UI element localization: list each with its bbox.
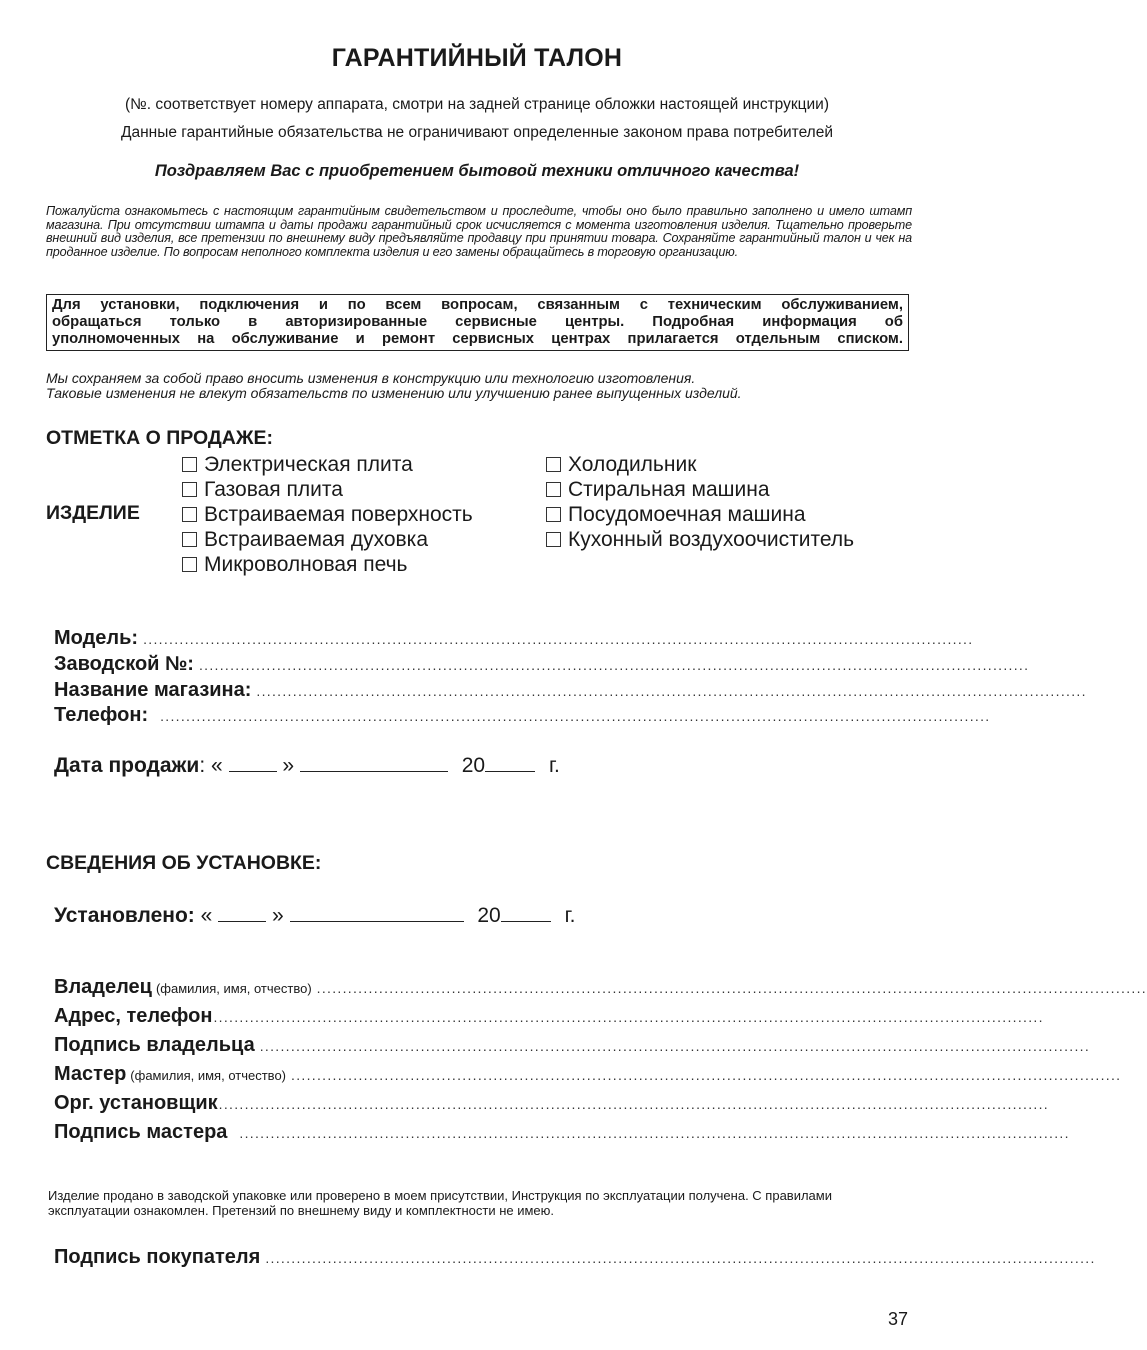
master-field[interactable]: Мастер (фамилия, имя, отчество) ................................................................................................................................................................: [54, 1063, 1122, 1085]
fill-line[interactable]: ................................................................................................................................................................: [218, 1096, 1049, 1112]
model-label: Модель:: [54, 627, 139, 649]
fill-line[interactable]: ................................................................................................................................................................: [265, 1250, 1096, 1266]
shop-field[interactable]: [54, 679, 1087, 702]
day-blank[interactable]: [218, 903, 266, 922]
congrats-line: Поздравляем Вас с приобретением бытовой техники отличного качества!: [154, 162, 800, 180]
master-label: Мастер: [54, 1063, 127, 1085]
sale-date-label: Дата продажи: [54, 754, 200, 777]
checkbox-icon[interactable]: [546, 482, 561, 497]
buyer-sign-label: Подпись покупателя: [54, 1246, 261, 1268]
owner-sign-label: Подпись владельца: [54, 1034, 255, 1056]
sale-heading: ОТМЕТКА О ПРОДАЖЕ:: [46, 427, 274, 449]
product-option[interactable]: Встраиваемая поверхность: [182, 502, 473, 527]
model-field[interactable]: [54, 627, 974, 650]
shop-label: Название магазина:: [54, 679, 252, 701]
product-option[interactable]: Микроволновая печь: [182, 552, 473, 577]
buyer-sign-field[interactable]: [54, 1246, 1096, 1269]
fill-line[interactable]: ................................................................................................................................................................: [239, 1125, 1070, 1141]
master-sign-field[interactable]: [54, 1121, 1070, 1144]
agreement-paragraph: Изделие продано в заводской упаковке или проверено в моем присутствии, Инструкция по эксплуатации получена. С правилами эксплуатации ознакомлен. Претензий по внешнему виду и комплектности не имею.: [48, 1188, 832, 1218]
fill-line[interactable]: ................................................................................................................................................................: [143, 631, 974, 647]
serial-label: Заводской №:: [54, 653, 194, 675]
org-field[interactable]: [54, 1092, 1049, 1115]
year-blank[interactable]: [501, 903, 551, 922]
service-line-2: обращаться только в авторизированные сервисные центры. Подробная информация об: [52, 314, 903, 330]
fill-line[interactable]: ................................................................................................................................................................: [160, 708, 991, 724]
checkbox-icon[interactable]: [182, 507, 197, 522]
product-list-col2: [546, 452, 854, 552]
checkbox-icon[interactable]: [546, 532, 561, 547]
checkbox-icon[interactable]: [182, 532, 197, 547]
service-line-3: уполномоченных на обслуживание и ремонт сервисных центрах прилагается отдельным списком.: [52, 331, 903, 347]
org-label: Орг. установщик: [54, 1092, 218, 1114]
product-option[interactable]: Встраиваемая духовка: [182, 527, 473, 552]
address-label: Адрес, телефон: [54, 1005, 213, 1027]
checkbox-icon[interactable]: [182, 457, 197, 472]
service-box: [46, 294, 909, 351]
product-option[interactable]: Газовая плита: [182, 477, 473, 502]
checkbox-icon[interactable]: [182, 557, 197, 572]
page-title: ГАРАНТИЙНЫЙ ТАЛОН: [331, 44, 623, 72]
reserve-note: [46, 371, 912, 400]
product-option[interactable]: Холодильник: [546, 452, 854, 477]
month-blank[interactable]: [300, 753, 448, 772]
product-label: ИЗДЕЛИЕ: [46, 502, 140, 524]
fill-line[interactable]: ................................................................................................................................................................: [291, 1067, 1122, 1083]
rights-note: Данные гарантийные обязательства не ограничивают определенные законом права потребителей: [120, 124, 834, 141]
month-blank[interactable]: [290, 903, 464, 922]
fill-line[interactable]: ................................................................................................................................................................: [213, 1009, 1044, 1025]
service-line-1: Для установки, подключения и по всем вопросам, связанным с техническим обслуживанием,: [52, 297, 903, 313]
owner-sign-field[interactable]: [54, 1034, 1091, 1057]
serial-field[interactable]: [54, 653, 1030, 676]
checkbox-icon[interactable]: [546, 507, 561, 522]
product-option[interactable]: Посудомоечная машина: [546, 502, 854, 527]
fill-line[interactable]: ................................................................................................................................................................: [198, 657, 1030, 673]
install-heading: СВЕДЕНИЯ ОБ УСТАНОВКЕ:: [46, 852, 322, 874]
fill-line[interactable]: ................................................................................................................................................................: [316, 980, 1147, 996]
address-field[interactable]: [54, 1005, 1044, 1028]
reserve-line-2: Таковые изменения не влекут обязательств по изменению или улучшению ранее выпущенных изделий.: [46, 384, 742, 401]
fill-line[interactable]: ................................................................................................................................................................: [259, 1038, 1091, 1054]
phone-label: Телефон:: [54, 704, 149, 726]
owner-label: Владелец: [54, 976, 152, 998]
product-list-col1: [182, 452, 473, 577]
serial-note: (№. соответствует номеру аппарата, смотри на задней странице обложки настоящей инструкции): [124, 96, 830, 113]
product-option[interactable]: Стиральная машина: [546, 477, 854, 502]
owner-field[interactable]: Владелец (фамилия, имя, отчество) ................................................................................................................................................................: [54, 976, 1147, 998]
page-number: 37: [888, 1309, 909, 1329]
sale-date-line: Дата продажи: « » 20 г.: [54, 754, 560, 777]
reserve-line-1: Мы сохраняем за собой право вносить изменения в конструкцию или технологию изготовления.: [46, 370, 696, 386]
year-blank[interactable]: [485, 753, 535, 772]
day-blank[interactable]: [229, 753, 277, 772]
installed-label: Установлено:: [54, 904, 195, 927]
master-sign-label: Подпись мастера: [54, 1121, 228, 1143]
notice-paragraph: Пожалуйста ознакомьтесь с настоящим гарантийным свидетельством и проследите, чтобы оно было правильно заполнено и имело штамп магазина. При отсутствии штампа и даты продажи гарантийный срок исчисляется с момента изготовления изделия. Тщательно проверьте внешний вид изделия, все претензии по внешнему виду предъявляйте продавцу при принятии товара. Сохраняйте гарантийный талон и чек на проданное изделие. По вопросам неполного комплекта изделия и его замены обращайтесь в торговую организацию.: [46, 204, 912, 259]
product-option[interactable]: Кухонный воздухоочиститель: [546, 527, 854, 552]
product-option[interactable]: Электрическая плита: [182, 452, 473, 477]
checkbox-icon[interactable]: [182, 482, 197, 497]
phone-field[interactable]: [54, 704, 991, 727]
fill-line[interactable]: ................................................................................................................................................................: [256, 683, 1087, 699]
install-date-line: Установлено: « » 20 г.: [54, 904, 576, 927]
checkbox-icon[interactable]: [546, 457, 561, 472]
